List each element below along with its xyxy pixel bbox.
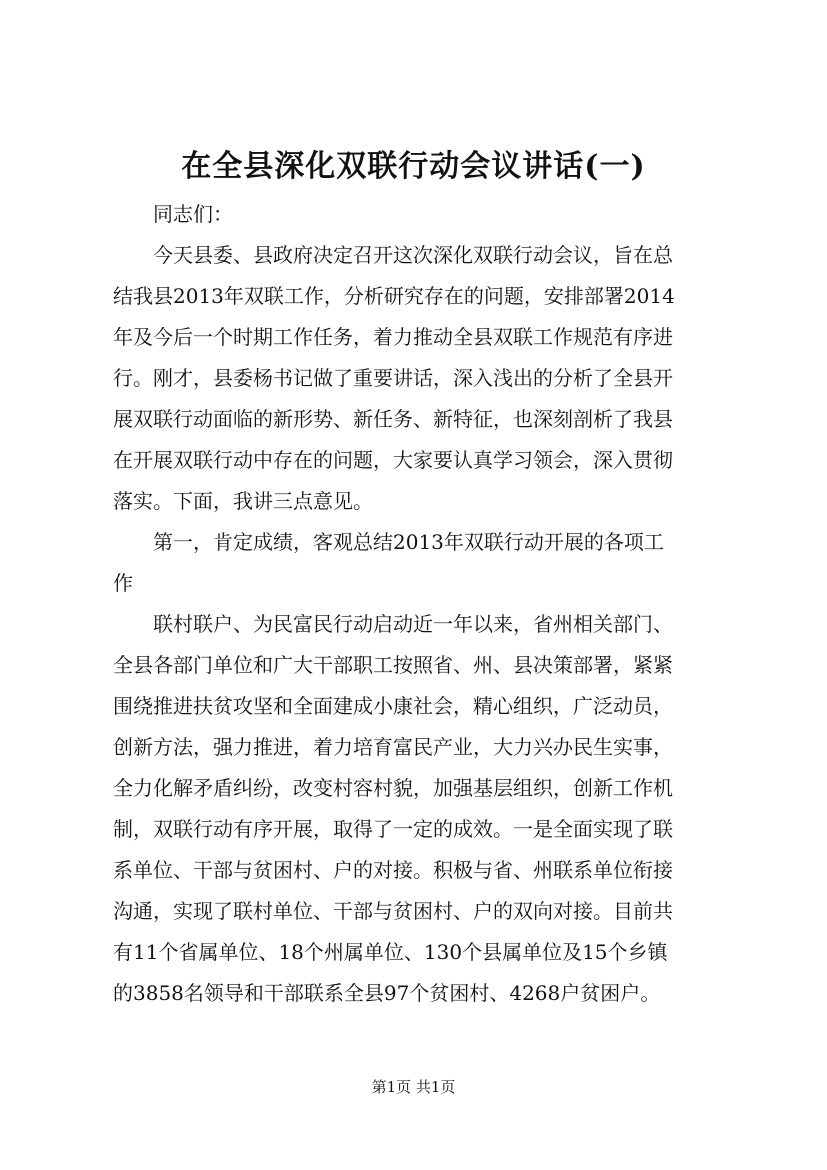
paragraph-line: 制，双联行动有序开展，取得了一定的成效。一是全面实现了联 [113, 817, 673, 841]
paragraph-line: 创新方法，强力推进，着力培育富民产业，大力兴办民生实事， [113, 735, 673, 759]
document-title: 在全县深化双联行动会议讲话(一) [181, 149, 646, 184]
paragraph-line: 同志们： [113, 202, 233, 226]
paragraph-line: 联村联户、为民富民行动启动近一年以来，省州相关部门、 [113, 612, 673, 636]
paragraph-line: 今天县委、县政府决定召开这次深化双联行动会议，旨在总 [113, 243, 673, 267]
paragraph-line: 全县各部门单位和广大干部职工按照省、州、县决策部署，紧紧 [113, 653, 673, 677]
paragraph-line: 有11个省属单位、18个州属单位、130个县属单位及15个乡镇 [113, 940, 668, 964]
paragraph-line: 作 [113, 571, 133, 595]
paragraph-line: 年及今后一个时期工作任务，着力推动全县双联工作规范有序进 [113, 325, 673, 349]
paragraph-line: 的3858名领导和干部联系全县97个贫困村、4268户贫困户。 [113, 981, 661, 1005]
paragraph-line: 沟通，实现了联村单位、干部与贫困村、户的双向对接。目前共 [113, 899, 673, 923]
paragraph-line: 系单位、干部与贫困村、户的对接。积极与省、州联系单位衔接 [113, 858, 673, 882]
paragraph-line: 在开展双联行动中存在的问题，大家要认真学习领会，深入贯彻 [113, 448, 673, 472]
paragraph-line: 展双联行动面临的新形势、新任务、新特征，也深刻剖析了我县 [113, 407, 673, 431]
document-body [113, 194, 719, 1014]
paragraph-line: 全力化解矛盾纠纷，改变村容村貌，加强基层组织，创新工作机 [113, 776, 673, 800]
paragraph-line: 行。刚才，县委杨书记做了重要讲话，深入浅出的分析了全县开 [113, 366, 673, 390]
paragraph-line: 第一，肯定成绩，客观总结2013年双联行动开展的各项工 [113, 530, 664, 554]
paragraph-line: 结我县2013年双联工作，分析研究存在的问题，安排部署2014 [113, 284, 675, 308]
page-footer: 第1页 共1页 [371, 1078, 456, 1096]
paragraph-line: 落实。下面，我讲三点意见。 [113, 489, 373, 513]
paragraph-line: 围绕推进扶贫攻坚和全面建成小康社会，精心组织，广泛动员， [113, 694, 673, 718]
